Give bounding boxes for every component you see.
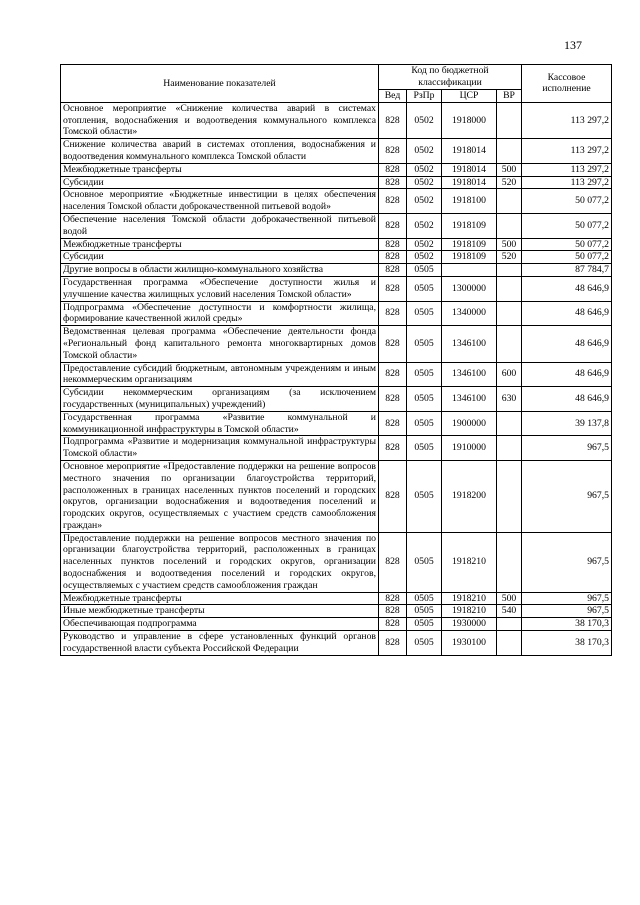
table-row — [61, 532, 612, 592]
row-name: Межбюджетные трансферты — [61, 163, 379, 176]
row-name: Субсидии некоммерческим организациям (за исключением государственных (муниципальных) учреждений) — [61, 387, 379, 412]
row-rzpr: 0505 — [407, 387, 442, 412]
row-amount: 38 170,3 — [522, 631, 612, 656]
row-ved: 828 — [379, 238, 407, 251]
row-rzpr: 0505 — [407, 264, 442, 277]
header-rzpr: РзПр — [407, 90, 442, 103]
row-csr: 1918210 — [442, 605, 497, 618]
row-amount: 48 646,9 — [522, 387, 612, 412]
budget-table — [60, 64, 612, 656]
row-name: Предоставление поддержки на решение вопросов местного значения по организации благоустройства территорий, расположенных в границах населенных пунктов поселений и городских округов, организации водоснабжения и водоотведения поселений и городских округов, осуществляемых с участием средств самообложения граждан — [61, 532, 379, 592]
row-amount: 113 297,2 — [522, 139, 612, 164]
row-name: Основное мероприятие «Снижение количества аварий в системах отопления, водоснабжения и водоотведения коммунального комплекса Томской области» — [61, 102, 379, 138]
row-csr: 1910000 — [442, 436, 497, 461]
header-name: Наименование показателей — [61, 65, 379, 103]
row-ved: 828 — [379, 301, 407, 326]
row-name: Обеспечивающая подпрограмма — [61, 618, 379, 631]
row-ved: 828 — [379, 102, 407, 138]
row-ved: 828 — [379, 264, 407, 277]
row-vr — [497, 276, 522, 301]
row-csr: 1918109 — [442, 251, 497, 264]
table-row — [61, 618, 612, 631]
row-vr — [497, 301, 522, 326]
page-number: 137 — [564, 38, 582, 52]
row-vr: 500 — [497, 238, 522, 251]
row-vr — [497, 213, 522, 238]
table-row — [61, 189, 612, 214]
row-amount: 50 077,2 — [522, 189, 612, 214]
row-csr: 1918109 — [442, 238, 497, 251]
row-name: Предоставление субсидий бюджетным, автономным учреждениям и иным некоммерческим организациям — [61, 362, 379, 387]
row-amount: 967,5 — [522, 460, 612, 532]
row-rzpr: 0502 — [407, 163, 442, 176]
row-amount: 48 646,9 — [522, 301, 612, 326]
row-vr — [497, 411, 522, 436]
row-rzpr: 0502 — [407, 251, 442, 264]
row-amount: 38 170,3 — [522, 618, 612, 631]
row-csr: 1346100 — [442, 326, 497, 362]
row-rzpr: 0505 — [407, 276, 442, 301]
row-rzpr: 0505 — [407, 618, 442, 631]
row-vr — [497, 264, 522, 277]
row-csr: 1346100 — [442, 362, 497, 387]
row-ved: 828 — [379, 532, 407, 592]
row-rzpr: 0505 — [407, 326, 442, 362]
row-csr: 1918014 — [442, 176, 497, 189]
row-amount: 113 297,2 — [522, 102, 612, 138]
row-ved: 828 — [379, 276, 407, 301]
header-code-group: Код по бюджетной классификации — [379, 65, 522, 90]
row-vr — [497, 460, 522, 532]
row-vr: 520 — [497, 251, 522, 264]
row-name: Подпрограмма «Развитие и модернизация коммунальной инфраструктуры Томской области» — [61, 436, 379, 461]
row-vr: 540 — [497, 605, 522, 618]
row-rzpr: 0505 — [407, 301, 442, 326]
row-name: Иные межбюджетные трансферты — [61, 605, 379, 618]
row-ved: 828 — [379, 251, 407, 264]
row-csr: 1900000 — [442, 411, 497, 436]
row-csr: 1918200 — [442, 460, 497, 532]
row-vr: 600 — [497, 362, 522, 387]
row-rzpr: 0505 — [407, 532, 442, 592]
row-name: Руководство и управление в сфере установленных функций органов государственной власти субъекта Российской Федерации — [61, 631, 379, 656]
row-ved: 828 — [379, 618, 407, 631]
row-ved: 828 — [379, 460, 407, 532]
row-rzpr: 0502 — [407, 102, 442, 138]
row-amount: 50 077,2 — [522, 238, 612, 251]
row-vr: 500 — [497, 163, 522, 176]
row-vr — [497, 102, 522, 138]
row-csr: 1918014 — [442, 139, 497, 164]
row-csr — [442, 264, 497, 277]
row-name: Межбюджетные трансферты — [61, 592, 379, 605]
row-ved: 828 — [379, 213, 407, 238]
table-row — [61, 264, 612, 277]
table-row — [61, 605, 612, 618]
row-csr: 1918014 — [442, 163, 497, 176]
row-name: Государственная программа «Обеспечение доступности жилья и улучшение качества жилищных условий населения Томской области» — [61, 276, 379, 301]
row-name: Государственная программа «Развитие коммунальной и коммуникационной инфраструктуры в Томской области» — [61, 411, 379, 436]
table-row — [61, 631, 612, 656]
row-vr — [497, 631, 522, 656]
table-row — [61, 326, 612, 362]
table-row — [61, 276, 612, 301]
row-amount: 967,5 — [522, 592, 612, 605]
row-amount: 967,5 — [522, 436, 612, 461]
row-amount: 967,5 — [522, 605, 612, 618]
row-vr — [497, 618, 522, 631]
row-vr — [497, 189, 522, 214]
header-vr: ВР — [497, 90, 522, 103]
row-ved: 828 — [379, 436, 407, 461]
row-ved: 828 — [379, 326, 407, 362]
row-amount: 113 297,2 — [522, 163, 612, 176]
row-vr — [497, 436, 522, 461]
row-csr: 1340000 — [442, 301, 497, 326]
row-rzpr: 0502 — [407, 189, 442, 214]
row-ved: 828 — [379, 605, 407, 618]
row-csr: 1930000 — [442, 618, 497, 631]
row-amount: 48 646,9 — [522, 362, 612, 387]
row-csr: 1300000 — [442, 276, 497, 301]
table-row — [61, 362, 612, 387]
row-amount: 48 646,9 — [522, 276, 612, 301]
table-row — [61, 301, 612, 326]
row-rzpr: 0502 — [407, 213, 442, 238]
row-csr: 1346100 — [442, 387, 497, 412]
row-rzpr: 0505 — [407, 605, 442, 618]
row-amount: 48 646,9 — [522, 326, 612, 362]
row-amount: 50 077,2 — [522, 251, 612, 264]
row-rzpr: 0505 — [407, 436, 442, 461]
row-amount: 39 137,8 — [522, 411, 612, 436]
row-amount: 967,5 — [522, 532, 612, 592]
table-row — [61, 139, 612, 164]
table-row — [61, 460, 612, 532]
row-csr: 1930100 — [442, 631, 497, 656]
table-row — [61, 163, 612, 176]
row-ved: 828 — [379, 189, 407, 214]
header-ved: Вед — [379, 90, 407, 103]
row-name: Обеспечение населения Томской области доброкачественной питьевой водой — [61, 213, 379, 238]
row-rzpr: 0505 — [407, 362, 442, 387]
table-row — [61, 213, 612, 238]
table-row — [61, 102, 612, 138]
table-row — [61, 592, 612, 605]
table-row — [61, 411, 612, 436]
table-row — [61, 387, 612, 412]
row-vr: 500 — [497, 592, 522, 605]
row-ved: 828 — [379, 176, 407, 189]
row-rzpr: 0502 — [407, 176, 442, 189]
row-rzpr: 0502 — [407, 139, 442, 164]
row-name: Основное мероприятие «Бюджетные инвестиции в целях обеспечения населения Томской области доброкачественной питьевой водой» — [61, 189, 379, 214]
row-ved: 828 — [379, 592, 407, 605]
row-ved: 828 — [379, 631, 407, 656]
row-ved: 828 — [379, 163, 407, 176]
row-ved: 828 — [379, 387, 407, 412]
row-name: Другие вопросы в области жилищно-коммунального хозяйства — [61, 264, 379, 277]
row-name: Субсидии — [61, 251, 379, 264]
row-name: Подпрограмма «Обеспечение доступности и комфортности жилища, формирование качественной жилой среды» — [61, 301, 379, 326]
row-ved: 828 — [379, 411, 407, 436]
row-rzpr: 0502 — [407, 238, 442, 251]
row-vr: 520 — [497, 176, 522, 189]
row-vr — [497, 532, 522, 592]
row-csr: 1918210 — [442, 592, 497, 605]
row-rzpr: 0505 — [407, 631, 442, 656]
row-amount: 113 297,2 — [522, 176, 612, 189]
row-csr: 1918109 — [442, 213, 497, 238]
row-amount: 50 077,2 — [522, 213, 612, 238]
header-amount: Кассовое исполнение — [522, 65, 612, 103]
row-vr — [497, 326, 522, 362]
row-ved: 828 — [379, 139, 407, 164]
row-name: Снижение количества аварий в системах отопления, водоснабжения и водоотведения коммунального комплекса Томской области — [61, 139, 379, 164]
table-row — [61, 176, 612, 189]
row-ved: 828 — [379, 362, 407, 387]
row-name: Основное мероприятие «Предоставление поддержки на решение вопросов местного значения по организации благоустройства территорий, расположенных в границах населенных пунктов поселений и городских округов, организации водоснабжения и водоотведения поселений и городских округов, осуществляемых с участием средств самообложения граждан» — [61, 460, 379, 532]
row-csr: 1918100 — [442, 189, 497, 214]
row-csr: 1918000 — [442, 102, 497, 138]
header-csr: ЦСР — [442, 90, 497, 103]
row-rzpr: 0505 — [407, 460, 442, 532]
table-row — [61, 436, 612, 461]
table-row — [61, 251, 612, 264]
row-vr: 630 — [497, 387, 522, 412]
row-csr: 1918210 — [442, 532, 497, 592]
row-rzpr: 0505 — [407, 411, 442, 436]
row-vr — [497, 139, 522, 164]
table-row — [61, 238, 612, 251]
row-name: Ведомственная целевая программа «Обеспечение деятельности фонда «Региональный фонд капитального ремонта многоквартирных домов Томской области» — [61, 326, 379, 362]
row-name: Субсидии — [61, 176, 379, 189]
row-amount: 87 784,7 — [522, 264, 612, 277]
row-rzpr: 0505 — [407, 592, 442, 605]
row-name: Межбюджетные трансферты — [61, 238, 379, 251]
